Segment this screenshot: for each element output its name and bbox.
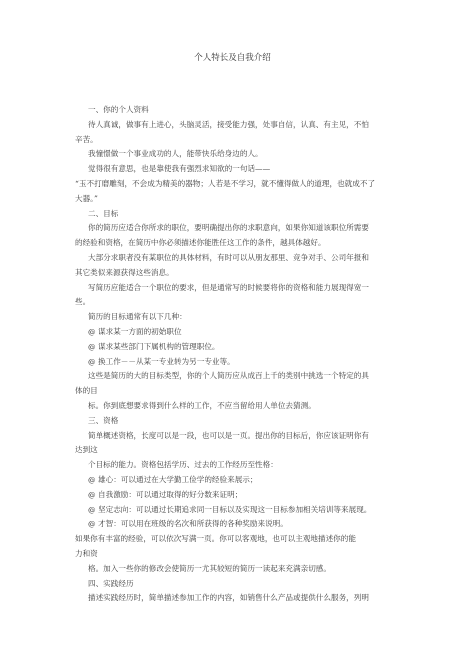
paragraph-line: 这些是简历的大的目标类型，你的个人简历应从成百上千的类别中挑选一个特定的具 [88,371,369,381]
paragraph-line: 个目标的能力。资格包括学历、过去的工作经历至性格： [88,460,278,470]
paragraph-line: 我憧憬做一个事业成功的人，能带快乐给身边的人。 [88,149,263,159]
list-item: @ 换工作－－从某一专业转为另一专业等。 [88,356,235,366]
list-item: @ 谋求某些部门下属机构的管理职位。 [88,341,220,351]
paragraph-line: 待人真诚，做事有上进心，头脑灵活，接受能力强，处事自信，认真、有主见，不怕 [88,119,369,129]
list-item: @ 才智：可以用在班级的名次和所获得的各种奖励来说明。 [88,519,288,529]
list-item: @ 雄心：可以通过在大学勤工俭学的经验来展示； [88,474,258,484]
paragraph-line: 辛苦。 [75,134,98,144]
paragraph-line: 你的简历应适合你所求的职位，要明确提出你的求职意向，如果你知道该职位所需要 [88,223,369,233]
paragraph-line: 写简历应能适合一个职位的要求，但是通常写的时候要将你的资格和能力展现得宽一 [88,282,369,292]
paragraph-line: “玉不打磨雕刻，不会成为精美的器物；人若是不学习，就不懂得做人的道理，也就成不了 [75,178,376,188]
paragraph-line: 些。 [75,297,91,307]
section-heading: 一、你的个人资料 [88,105,149,114]
paragraph-line: 的经验和资格，在简历中你必须描述你能胜任这工作的条件，越具体越好。 [75,238,326,248]
paragraph-line: 简历的目标通常有以下几种： [88,312,187,322]
document-title: 个人特长及自我介绍 [194,53,271,63]
list-item: @ 坚定志向：可以通过长期追求同一目标以及实现这一目标参加相关培训等来展现。 [88,504,372,514]
paragraph-line: 格。加入一些你的修改会使简历一尤其较短的简历一读起来充满亲切感。 [88,563,331,573]
paragraph-line: 大器。” [75,193,98,203]
section-heading: 四、实践经历 [88,578,134,588]
paragraph-line: 觉得很有意思，也是靠使我有强烈求知欲的一句话—— [88,164,271,174]
paragraph-line: 简单概述资格，长度可以是一段，也可以是一页。提出你的目标后，你应该证明你有 [88,430,369,440]
paragraph-line: 如果你有丰富的经验，可以依次写满一页。你可以客观地，也可以主观地描述你的能 [75,534,356,544]
paragraph-line: 其它类似来源获得这些消息。 [75,267,174,277]
paragraph-line: 标。你到底想要求得到什么样的工作，不应当留给用人单位去猜测。 [88,400,316,410]
list-item: @ 谋求某一方面的初始职位 [88,326,182,336]
paragraph-line: 描述实践经历时，简单描述参加工作的内容，如销售什么产品或提供什么服务，列明 [88,593,369,603]
paragraph-line: 体的目 [75,386,98,396]
paragraph-line: 力和资 [75,548,98,558]
section-heading: 三、资格 [88,415,119,425]
list-item: @ 自我激励：可以通过取得的好分数来证明； [88,489,243,499]
paragraph-line: 达到这 [75,445,98,455]
document-body [75,103,400,606]
paragraph-line: 大部分求职者没有某职位的具体材料，有时可以从朋友那里、竞争对手、公司年报和 [88,252,369,262]
section-heading: 二、目标 [88,208,119,218]
